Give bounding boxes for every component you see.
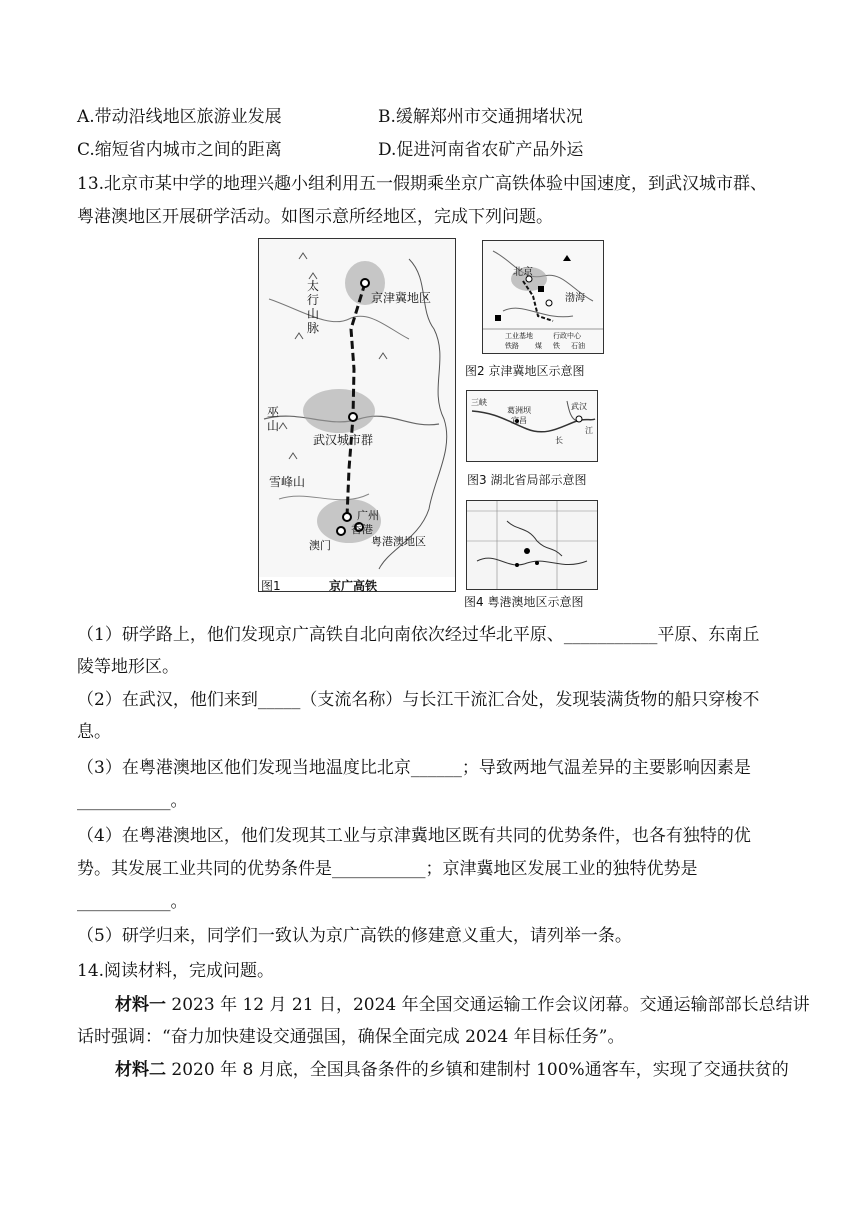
label-jjj: 京津冀地区: [371, 291, 432, 305]
material2-label: 材料二: [115, 1060, 166, 1080]
option-d: D.促进河南省农矿产品外运: [378, 140, 584, 160]
legend-industrial-base: 工业基地: [505, 332, 533, 340]
material1-text: 2023 年 12 月 21 日，2024 年全国交通运输工作会议闭幕。交通运输部部长总结讲: [166, 995, 810, 1015]
legend-coal: 煤: [535, 342, 542, 350]
q13-sub3-line1: （3）在粤港澳地区他们发现当地温度比北京______；导致两地气温差异的主要影响因素是: [77, 758, 751, 778]
q13-sub4-line3: ___________。: [77, 892, 188, 912]
q13-sub1-line2: 陵等地形区。: [77, 657, 179, 677]
option-a: A.带动沿线地区旅游业发展: [77, 107, 282, 127]
label-beijing: 北京: [513, 267, 533, 278]
q13-sub3-line2: ___________。: [77, 791, 188, 811]
legend-iron: 铁: [553, 342, 560, 350]
label-chang: 长: [555, 436, 563, 445]
q13-sub1-line1: （1）研学路上，他们发现京广高铁自北向南依次经过华北平原、___________平原、东南丘: [77, 625, 760, 645]
q13-sub2-line2: 息。: [77, 722, 111, 742]
label-bohai: 渤海: [565, 293, 585, 304]
q14-material2-line1: [115, 1059, 789, 1081]
figure-1-map: [258, 238, 456, 592]
label-wuhan-fig3: 武汉: [571, 402, 587, 411]
option-c: C.缩短省内城市之间的距离: [77, 140, 282, 160]
legend-oil: 石油: [571, 342, 585, 350]
material1-label: 材料一: [115, 995, 166, 1015]
label-sanxia: 三峡: [471, 398, 487, 407]
figure-2-map: [482, 240, 604, 354]
q13-intro-line2: 粤港澳地区开展研学活动。如图示意所经地区，完成下列问题。: [77, 207, 553, 227]
legend-railway: 铁路: [505, 342, 519, 350]
label-wushan: 巫山: [267, 405, 280, 433]
label-yichang: 宜昌: [511, 416, 527, 425]
label-taihang: 太行山脉: [307, 279, 320, 335]
q14-intro: 14.阅读材料，完成问题。: [77, 961, 275, 981]
figure-3-caption: 图3 湖北省局部示意图: [467, 473, 587, 487]
label-guangzhou: 广州: [357, 509, 379, 522]
figure-3-map: [466, 390, 598, 462]
q13-sub2-line1: （2）在武汉，他们来到_____（支流名称）与长江干流汇合处，发现装满货物的船只穿梭不: [77, 690, 760, 710]
label-xuefeng: 雪峰山: [269, 475, 306, 489]
figure-4-map: [466, 500, 598, 590]
q13-sub4-line1: （4）在粤港澳地区，他们发现其工业与京津冀地区既有共同的优势条件，也各有独特的优: [77, 826, 751, 846]
label-xianggang: 香港: [351, 523, 373, 536]
option-b: B.缓解郑州市交通拥堵状况: [378, 107, 583, 127]
label-ygaa: 粤港澳地区: [371, 535, 426, 548]
legend-admin-center: 行政中心: [553, 332, 581, 340]
figure-1-caption-text: 京广高铁: [329, 579, 378, 593]
figure-4-caption: 图4 粤港澳地区示意图: [464, 595, 584, 609]
label-wuhan-cluster: 武汉城市群: [313, 433, 374, 447]
figure-2-caption: 图2 京津冀地区示意图: [465, 364, 585, 378]
label-gezhouba: 葛洲坝: [507, 406, 531, 415]
label-aomen: 澳门: [309, 539, 331, 552]
q13-intro-line1: 13.北京市某中学的地理兴趣小组利用五一假期乘坐京广高铁体验中国速度，到武汉城市群、: [77, 174, 768, 194]
label-jiang: 江: [585, 426, 593, 435]
q13-sub5: （5）研学归来，同学们一致认为京广高铁的修建意义重大，请列举一条。: [77, 926, 632, 946]
q14-material1-line1: [115, 994, 810, 1016]
q13-sub4-line2: 势。其发展工业共同的优势条件是___________；京津冀地区发展工业的独特优势是: [77, 859, 698, 879]
material2-text: 2020 年 8 月底，全国具备条件的乡镇和建制村 100%通客车，实现了交通扶贫的: [166, 1060, 789, 1080]
figure-1-caption-num: 图1: [261, 579, 281, 593]
q14-material1-line2: 话时强调：“奋力加快建设交通强国，确保全面完成 2024 年目标任务”。: [77, 1027, 625, 1047]
map-ygaa-illustration: [467, 501, 597, 589]
map-jjj-illustration: [483, 241, 603, 353]
